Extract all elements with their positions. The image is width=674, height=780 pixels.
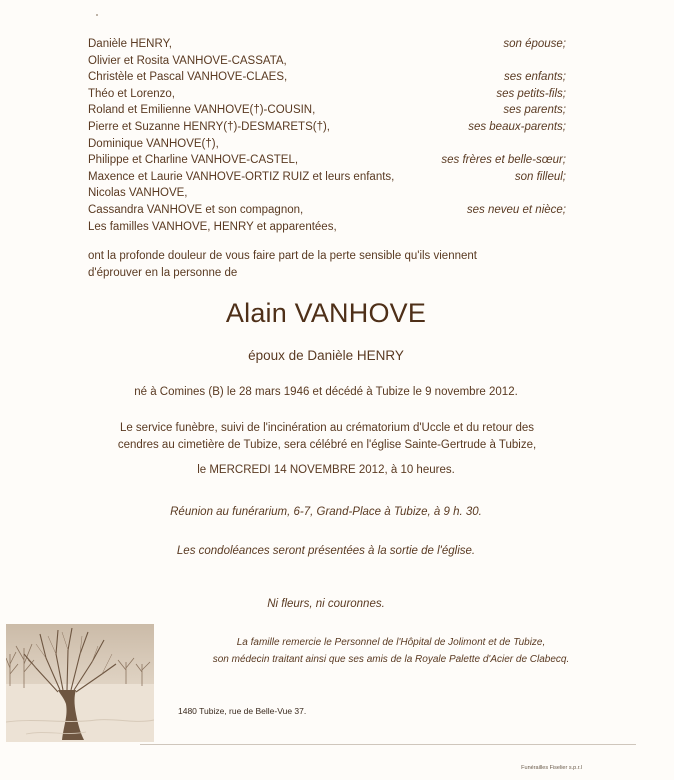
family-member-name: Roland et Emilienne VANHOVE(†)-COUSIN, — [88, 104, 316, 117]
family-member-name: Danièle HENRY, — [88, 38, 172, 50]
no-flowers-line: Ni fleurs, ni couronnes. — [267, 598, 385, 610]
intro-paragraph — [88, 248, 566, 282]
thanks-paragraph — [176, 634, 606, 668]
address: 1480 Tubize, rue de Belle-Vue 37. — [178, 706, 307, 716]
spouse-line: époux de Danièle HENRY — [248, 348, 404, 363]
reunion-line: Réunion au funérarium, 6-7, Grand-Place à Tubize, à 9 h. 30. — [170, 506, 482, 518]
undertaker-credit: Funérailles Fiselier s.p.r.l — [521, 765, 582, 771]
condoleances-line: Les condoléances seront présentées à la sortie de l'église. — [176, 545, 476, 557]
family-relation: ses petits-fils; — [496, 87, 566, 100]
family-row — [88, 152, 566, 169]
family-relation: ses enfants; — [503, 71, 566, 84]
family-relation: ses frères et belle-sœur; — [441, 154, 566, 167]
family-relation: ses neveu et nièce; — [466, 203, 566, 216]
family-row — [88, 119, 566, 136]
family-row — [88, 69, 566, 86]
thanks-line-1: La famille remercie le Personnel de l'Hôpital de Jolimont et de Tubize, — [236, 637, 546, 648]
family-member-name: Pierre et Suzanne HENRY(†)-DESMARETS(†), — [88, 120, 330, 133]
family-list — [88, 36, 566, 235]
divider-line — [140, 744, 636, 745]
corner-mark — [96, 14, 98, 16]
family-row — [88, 102, 566, 119]
family-member-name: Christèle et Pascal VANHOVE-CLAES, — [88, 71, 288, 84]
family-relation: ses beaux-parents; — [468, 120, 566, 133]
service-paragraph — [88, 420, 566, 454]
family-relation: ses parents; — [503, 104, 566, 117]
intro-line-1: ont la profonde douleur de vous faire part de la perte sensible qu'ils viennent — [88, 250, 477, 262]
family-member-name: Maxence et Laurie VANHOVE-ORTIZ RUIZ et leurs enfants, — [88, 170, 395, 183]
family-member-name: Théo et Lorenzo, — [88, 87, 175, 100]
family-row — [88, 86, 566, 103]
thanks-line-2: son médecin traitant ainsi que ses amis de la Royale Palette d'Acier de Clabecq. — [212, 654, 570, 665]
family-row — [88, 136, 566, 153]
family-member-name: Olivier et Rosita VANHOVE-CASSATA, — [88, 54, 287, 67]
family-row — [88, 53, 566, 70]
family-row — [88, 202, 566, 219]
family-member-name: Dominique VANHOVE(†), — [88, 137, 219, 150]
deceased-name: Alain VANHOVE — [225, 298, 427, 328]
service-line-1: Le service funèbre, suivi de l'incinération au crématorium d'Uccle et du retour des — [119, 422, 535, 434]
service-date: le MERCREDI 14 NOVEMBRE 2012, à 10 heures. — [197, 464, 455, 476]
family-relation: son filleul; — [514, 170, 566, 183]
family-member-name: Philippe et Charline VANHOVE-CASTEL, — [88, 154, 299, 167]
family-row — [88, 185, 566, 202]
intro-line-2: d'éprouver en la personne de — [88, 267, 238, 279]
family-member-name: Les familles VANHOVE, HENRY et apparentées, — [88, 220, 337, 233]
family-member-name: Cassandra VANHOVE et son compagnon, — [88, 203, 304, 216]
family-row — [88, 36, 566, 53]
family-member-name: Nicolas VANHOVE, — [88, 187, 188, 200]
service-line-2: cendres au cimetière de Tubize, sera célébré en l'église Sainte-Gertrude à Tubize, — [117, 439, 537, 451]
family-row — [88, 219, 566, 236]
family-relation: son épouse; — [503, 38, 566, 50]
family-row — [88, 169, 566, 186]
birth-death-line: né à Comines (B) le 28 mars 1946 et décédé à Tubize le 9 novembre 2012. — [134, 386, 518, 398]
winter-tree-photo — [6, 624, 154, 742]
